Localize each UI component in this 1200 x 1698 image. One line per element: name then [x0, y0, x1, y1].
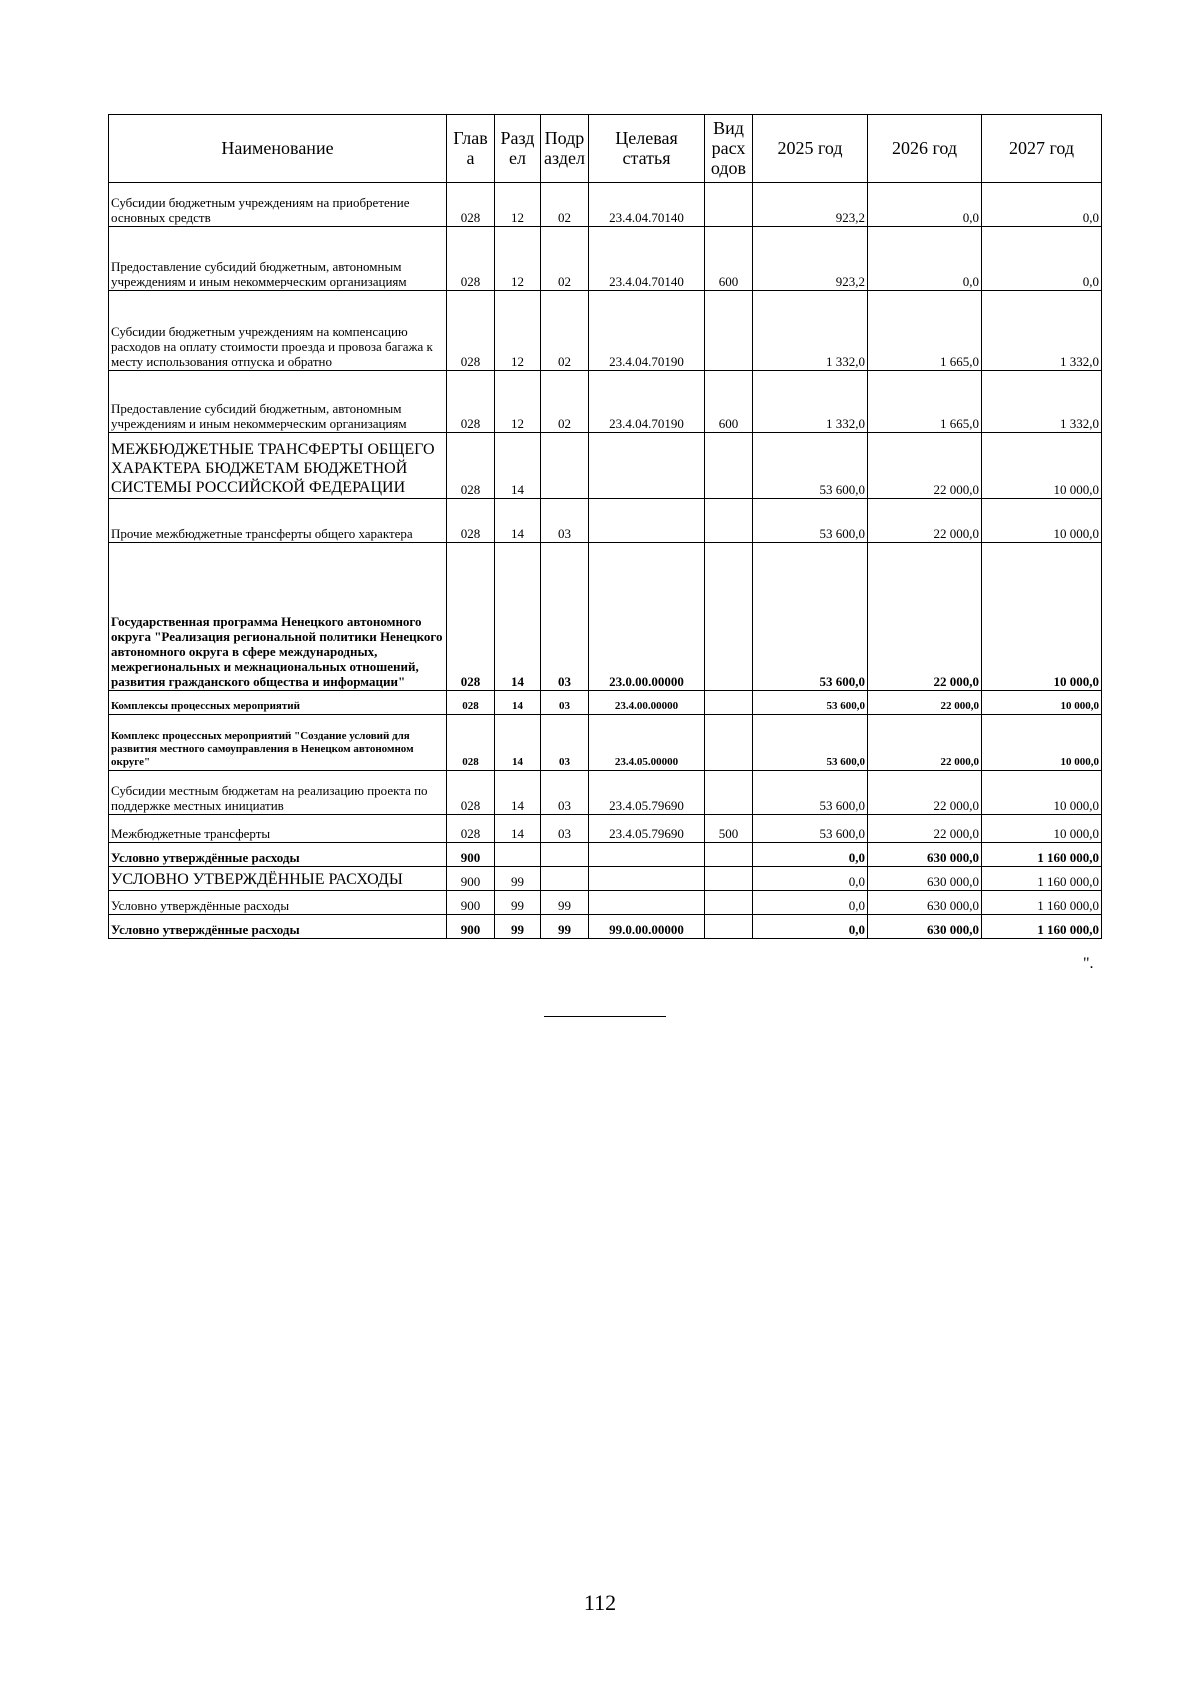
row-glava: 028: [447, 815, 495, 843]
row-2025: 53 600,0: [753, 543, 868, 691]
header-2025: 2025 год: [753, 115, 868, 183]
row-2026: 22 000,0: [868, 715, 982, 771]
row-razdel: 12: [495, 183, 541, 227]
row-2025: 0,0: [753, 915, 868, 939]
table-row: [109, 691, 1102, 715]
header-vid: Вид расх одов: [705, 115, 753, 183]
row-2027: 10 000,0: [982, 433, 1102, 499]
row-2026: 22 000,0: [868, 771, 982, 815]
header-razdel: Разд ел: [495, 115, 541, 183]
row-podrazdel: [541, 843, 589, 867]
row-2027: 10 000,0: [982, 543, 1102, 691]
row-razdel: 99: [495, 915, 541, 939]
row-podrazdel: 02: [541, 183, 589, 227]
page-number: 112: [583, 1590, 617, 1615]
row-2026: 630 000,0: [868, 915, 982, 939]
row-name: Комплексы процессных мероприятий: [109, 691, 447, 715]
row-razdel: 14: [495, 771, 541, 815]
row-name: Субсидии местным бюджетам на реализацию проекта по поддержке местных инициатив: [109, 771, 447, 815]
row-2025: 53 600,0: [753, 715, 868, 771]
header-target: Целевая статья: [589, 115, 705, 183]
row-vid: [705, 715, 753, 771]
row-target: 23.4.04.70140: [589, 183, 705, 227]
row-2027: 10 000,0: [982, 815, 1102, 843]
header-podrazdel: Подр аздел: [541, 115, 589, 183]
row-vid: 600: [705, 227, 753, 291]
row-2027: 0,0: [982, 227, 1102, 291]
row-podrazdel: 03: [541, 691, 589, 715]
row-target: 23.4.04.70190: [589, 291, 705, 371]
row-2027: 10 000,0: [982, 691, 1102, 715]
row-vid: [705, 771, 753, 815]
row-podrazdel: 02: [541, 371, 589, 433]
row-2026: 22 000,0: [868, 433, 982, 499]
row-glava: 028: [447, 691, 495, 715]
row-podrazdel: 03: [541, 499, 589, 543]
row-2027: 1 160 000,0: [982, 915, 1102, 939]
row-razdel: 14: [495, 691, 541, 715]
row-2025: 53 600,0: [753, 691, 868, 715]
header-name: Наименование: [109, 115, 447, 183]
budget-table: [108, 114, 1102, 939]
row-2025: 0,0: [753, 843, 868, 867]
row-2027: 1 160 000,0: [982, 843, 1102, 867]
row-vid: [705, 291, 753, 371]
row-glava: 028: [447, 433, 495, 499]
row-vid: [705, 499, 753, 543]
row-razdel: 99: [495, 891, 541, 915]
row-target: 99.0.00.00000: [589, 915, 705, 939]
table-row: [109, 867, 1102, 891]
row-razdel: 12: [495, 291, 541, 371]
row-2025: 53 600,0: [753, 433, 868, 499]
row-podrazdel: 02: [541, 227, 589, 291]
table-row: [109, 815, 1102, 843]
row-2025: 53 600,0: [753, 771, 868, 815]
row-target: 23.4.00.00000: [589, 691, 705, 715]
row-target: 23.4.04.70190: [589, 371, 705, 433]
row-target: 23.4.05.79690: [589, 815, 705, 843]
row-name: Межбюджетные трансферты: [109, 815, 447, 843]
row-podrazdel: 03: [541, 715, 589, 771]
row-name: Условно утверждённые расходы: [109, 915, 447, 939]
row-vid: [705, 843, 753, 867]
row-2025: 0,0: [753, 891, 868, 915]
row-razdel: 14: [495, 715, 541, 771]
row-name: УСЛОВНО УТВЕРЖДЁННЫЕ РАСХОДЫ: [109, 867, 447, 891]
row-name: Условно утверждённые расходы: [109, 891, 447, 915]
row-2026: 22 000,0: [868, 499, 982, 543]
row-2025: 923,2: [753, 227, 868, 291]
row-glava: 028: [447, 715, 495, 771]
row-2025: 1 332,0: [753, 371, 868, 433]
row-2025: 923,2: [753, 183, 868, 227]
row-name: МЕЖБЮДЖЕТНЫЕ ТРАНСФЕРТЫ ОБЩЕГО ХАРАКТЕРА БЮДЖЕТАМ БЮДЖЕТНОЙ СИСТЕМЫ РОССИЙСКОЙ ФЕДЕРАЦИИ: [109, 433, 447, 499]
row-podrazdel: 03: [541, 815, 589, 843]
row-glava: 028: [447, 183, 495, 227]
row-2026: 0,0: [868, 227, 982, 291]
table-row: [109, 543, 1102, 691]
row-glava: 028: [447, 227, 495, 291]
row-2027: 10 000,0: [982, 715, 1102, 771]
row-vid: [705, 543, 753, 691]
row-target: [589, 499, 705, 543]
row-target: [589, 891, 705, 915]
row-2027: 1 160 000,0: [982, 891, 1102, 915]
row-razdel: 12: [495, 371, 541, 433]
table-row: [109, 915, 1102, 939]
row-2026: 22 000,0: [868, 815, 982, 843]
row-podrazdel: 03: [541, 543, 589, 691]
closing-quote: ".: [1083, 955, 1094, 972]
row-razdel: 14: [495, 815, 541, 843]
row-2026: 0,0: [868, 183, 982, 227]
row-podrazdel: 99: [541, 915, 589, 939]
row-2026: 630 000,0: [868, 867, 982, 891]
row-target: [589, 843, 705, 867]
row-name: Предоставление субсидий бюджетным, автономным учреждениям и иным некоммерческим организациям: [109, 227, 447, 291]
row-target: 23.4.04.70140: [589, 227, 705, 291]
row-2026: 630 000,0: [868, 891, 982, 915]
row-glava: 900: [447, 891, 495, 915]
row-2027: 1 332,0: [982, 291, 1102, 371]
row-2025: 53 600,0: [753, 815, 868, 843]
row-2025: 53 600,0: [753, 499, 868, 543]
row-name: Прочие межбюджетные трансферты общего характера: [109, 499, 447, 543]
row-podrazdel: [541, 867, 589, 891]
row-razdel: 14: [495, 433, 541, 499]
row-name: Комплекс процессных мероприятий "Создание условий для развития местного самоуправления в Ненецком автономном округе": [109, 715, 447, 771]
row-2027: 10 000,0: [982, 771, 1102, 815]
row-target: [589, 867, 705, 891]
row-2026: 630 000,0: [868, 843, 982, 867]
row-glava: 028: [447, 543, 495, 691]
header-2027: 2027 год: [982, 115, 1102, 183]
row-target: 23.0.00.00000: [589, 543, 705, 691]
table-row: [109, 433, 1102, 499]
row-glava: 028: [447, 499, 495, 543]
row-vid: [705, 691, 753, 715]
table-row: [109, 843, 1102, 867]
row-2026: 22 000,0: [868, 691, 982, 715]
row-glava: 028: [447, 771, 495, 815]
header-row: [109, 115, 1102, 183]
row-2025: 1 332,0: [753, 291, 868, 371]
row-2027: 0,0: [982, 183, 1102, 227]
row-2026: 1 665,0: [868, 291, 982, 371]
row-2027: 10 000,0: [982, 499, 1102, 543]
row-glava: 028: [447, 371, 495, 433]
row-2027: 1 332,0: [982, 371, 1102, 433]
row-vid: [705, 891, 753, 915]
table-row: [109, 371, 1102, 433]
row-razdel: [495, 843, 541, 867]
row-target: 23.4.05.00000: [589, 715, 705, 771]
row-vid: [705, 915, 753, 939]
row-2026: 1 665,0: [868, 371, 982, 433]
row-razdel: 14: [495, 543, 541, 691]
row-name: Условно утверждённые расходы: [109, 843, 447, 867]
row-podrazdel: 03: [541, 771, 589, 815]
row-podrazdel: [541, 433, 589, 499]
header-glava: Глав а: [447, 115, 495, 183]
row-razdel: 12: [495, 227, 541, 291]
row-2026: 22 000,0: [868, 543, 982, 691]
row-glava: 900: [447, 915, 495, 939]
row-glava: 900: [447, 867, 495, 891]
table-row: [109, 891, 1102, 915]
table-row: [109, 715, 1102, 771]
row-podrazdel: 99: [541, 891, 589, 915]
row-2027: 1 160 000,0: [982, 867, 1102, 891]
row-target: 23.4.05.79690: [589, 771, 705, 815]
row-vid: 500: [705, 815, 753, 843]
row-vid: [705, 183, 753, 227]
row-name: Государственная программа Ненецкого автономного округа "Реализация региональной политики Ненецкого автономного округа в сфере международных, межрегиональных и межнациональных отношений, развития гражданского общества и информации": [109, 543, 447, 691]
row-glava: 028: [447, 291, 495, 371]
row-target: [589, 433, 705, 499]
row-razdel: 99: [495, 867, 541, 891]
row-name: Субсидии бюджетным учреждениям на приобретение основных средств: [109, 183, 447, 227]
header-2026: 2026 год: [868, 115, 982, 183]
row-name: Субсидии бюджетным учреждениям на компенсацию расходов на оплату стоимости проезда и провоза багажа к месту использования отпуска и обратно: [109, 291, 447, 371]
table-row: [109, 771, 1102, 815]
divider-line: [544, 1016, 666, 1017]
row-2025: 0,0: [753, 867, 868, 891]
row-vid: 600: [705, 371, 753, 433]
row-vid: [705, 433, 753, 499]
table-row: [109, 183, 1102, 227]
table-row: [109, 227, 1102, 291]
table-row: [109, 291, 1102, 371]
table-row: [109, 499, 1102, 543]
row-vid: [705, 867, 753, 891]
row-razdel: 14: [495, 499, 541, 543]
row-glava: 900: [447, 843, 495, 867]
row-name: Предоставление субсидий бюджетным, автономным учреждениям и иным некоммерческим организациям: [109, 371, 447, 433]
row-podrazdel: 02: [541, 291, 589, 371]
